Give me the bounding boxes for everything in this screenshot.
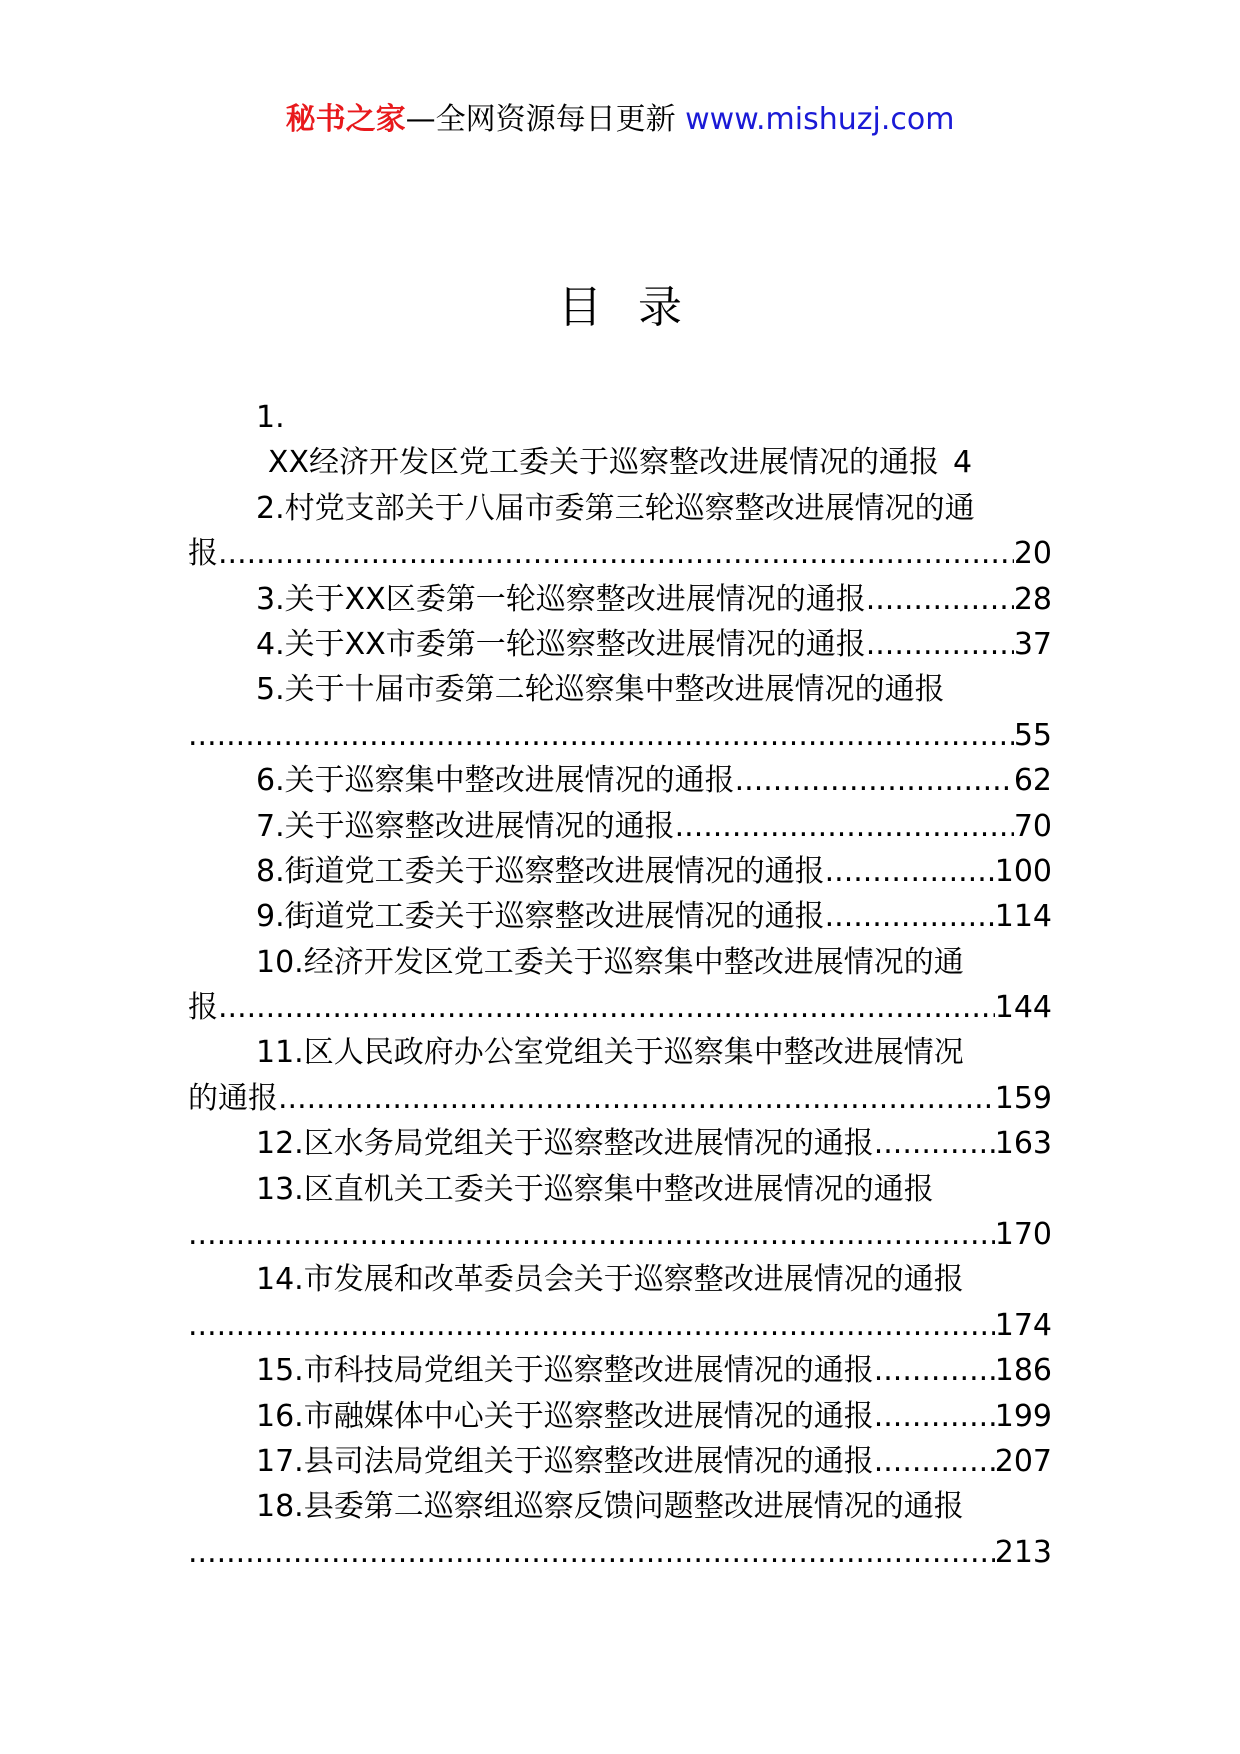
toc-entry-page: 170 [994, 1217, 1052, 1253]
toc-entry-page: 70 [1013, 808, 1052, 844]
toc-leader-dots [188, 1530, 995, 1575]
toc-entry-title: 13.区直机关工委关于巡察集中整改进展情况的通报 [256, 1171, 934, 1207]
toc-entry-page: 62 [1013, 763, 1052, 799]
toc-leader-dots [188, 1303, 995, 1348]
page-title: 目录 [558, 282, 718, 333]
toc-entry-page: 186 [994, 1353, 1052, 1389]
header-tagline: —全网资源每日更新 [405, 102, 676, 137]
toc-item-11-continued[interactable] [188, 1076, 1052, 1121]
toc-entry-title: 10.经济开发区党工委关于巡察集中整改进展情况的通 [256, 944, 964, 980]
toc-item-10-continued[interactable] [188, 985, 1052, 1030]
toc-leader-dots [866, 577, 1014, 622]
toc-item-13-continued[interactable] [188, 1212, 1052, 1257]
toc-entry-number: 1. [256, 400, 285, 435]
toc-entry-title: 3.关于XX区委第一轮巡察整改进展情况的通报 [256, 581, 866, 617]
toc-entry-title-cont: 报 [188, 990, 218, 1026]
toc-item-1[interactable] [188, 440, 1052, 485]
toc-entry-title: XX经济开发区党工委关于巡察整改进展情况的通报 [267, 445, 939, 481]
toc-leader-dots [825, 849, 995, 894]
toc-entry-title: 12.区水务局党组关于巡察整改进展情况的通报 [256, 1126, 874, 1162]
toc-item-6[interactable] [188, 758, 1052, 803]
toc-leader-dots [675, 804, 1014, 849]
toc-item-5-continued[interactable] [188, 713, 1052, 758]
toc-leader-dots [278, 1076, 995, 1121]
toc-entry-title-cont: 的通报 [188, 1080, 278, 1116]
toc-item-15[interactable] [188, 1348, 1052, 1393]
table-of-contents [188, 395, 1052, 1575]
toc-entry-page: 4 [953, 445, 973, 481]
toc-item-8[interactable] [188, 849, 1052, 894]
toc-item-14[interactable] [188, 1257, 1052, 1302]
toc-leader-dots [874, 1439, 995, 1484]
toc-entry-page: 207 [994, 1443, 1052, 1479]
toc-item-17[interactable] [188, 1439, 1052, 1484]
toc-item-16[interactable] [188, 1394, 1052, 1439]
toc-entry-page: 144 [994, 990, 1052, 1026]
toc-item-10[interactable] [188, 940, 1052, 985]
toc-entry-title: 6.关于巡察集中整改进展情况的通报 [256, 763, 735, 799]
toc-leader-dots [735, 758, 1014, 803]
toc-entry-page: 174 [994, 1307, 1052, 1343]
toc-entry-title: 11.区人民政府办公室党组关于巡察集中整改进展情况 [256, 1035, 964, 1071]
toc-entry-title: 5.关于十届市委第二轮巡察集中整改进展情况的通报 [256, 672, 945, 708]
toc-item-1-number[interactable] [188, 395, 1052, 440]
toc-entry-page: 20 [1013, 536, 1052, 572]
toc-entry-page: 55 [1013, 717, 1052, 753]
brand-name: 秘书之家 [285, 102, 406, 137]
toc-entry-page: 213 [994, 1534, 1052, 1570]
site-url-link[interactable]: www.mishuzj.com [685, 102, 955, 137]
toc-entry-title: 2.村党支部关于八届市委第三轮巡察整改进展情况的通 [256, 490, 975, 526]
toc-entry-title: 9.街道党工委关于巡察整改进展情况的通报 [256, 899, 825, 935]
toc-leader-dots [188, 713, 1014, 758]
toc-entry-title: 4.关于XX市委第一轮巡察整改进展情况的通报 [256, 626, 866, 662]
toc-item-2-continued[interactable] [188, 531, 1052, 576]
toc-entry-page: 114 [994, 899, 1052, 935]
toc-leader-dots [218, 985, 995, 1030]
toc-entry-page: 199 [994, 1398, 1052, 1434]
toc-entry-page: 28 [1013, 581, 1052, 617]
toc-entry-title: 18.县委第二巡察组巡察反馈问题整改进展情况的通报 [256, 1489, 964, 1525]
toc-entry-title: 16.市融媒体中心关于巡察整改进展情况的通报 [256, 1398, 874, 1434]
toc-entry-title-cont: 报 [188, 536, 218, 572]
toc-entry-title: 15.市科技局党组关于巡察整改进展情况的通报 [256, 1353, 874, 1389]
toc-item-12[interactable] [188, 1121, 1052, 1166]
toc-leader-dots [866, 622, 1014, 667]
toc-item-18-continued[interactable] [188, 1530, 1052, 1575]
toc-item-14-continued[interactable] [188, 1303, 1052, 1348]
toc-item-2[interactable] [188, 486, 1052, 531]
toc-entry-page: 163 [994, 1126, 1052, 1162]
toc-entry-title: 8.街道党工委关于巡察整改进展情况的通报 [256, 853, 825, 889]
toc-item-18[interactable] [188, 1484, 1052, 1529]
toc-item-7[interactable] [188, 804, 1052, 849]
toc-entry-page: 159 [994, 1080, 1052, 1116]
toc-item-9[interactable] [188, 894, 1052, 939]
toc-leader-dots [825, 894, 995, 939]
toc-entry-title: 7.关于巡察整改进展情况的通报 [256, 808, 675, 844]
site-header [0, 100, 1240, 140]
toc-entry-page: 37 [1013, 626, 1052, 662]
toc-item-4[interactable] [188, 622, 1052, 667]
toc-item-11[interactable] [188, 1030, 1052, 1075]
toc-item-5[interactable] [188, 667, 1052, 712]
toc-leader-dots [188, 1212, 995, 1257]
toc-item-3[interactable] [188, 577, 1052, 622]
toc-leader-dots [874, 1121, 995, 1166]
toc-entry-title: 14.市发展和改革委员会关于巡察整改进展情况的通报 [256, 1262, 964, 1298]
toc-entry-title: 17.县司法局党组关于巡察整改进展情况的通报 [256, 1443, 874, 1479]
toc-leader-dots [874, 1348, 995, 1393]
toc-item-13[interactable] [188, 1167, 1052, 1212]
toc-entry-page: 100 [994, 853, 1052, 889]
toc-leader-dots [218, 531, 1014, 576]
toc-leader-dots [874, 1394, 995, 1439]
